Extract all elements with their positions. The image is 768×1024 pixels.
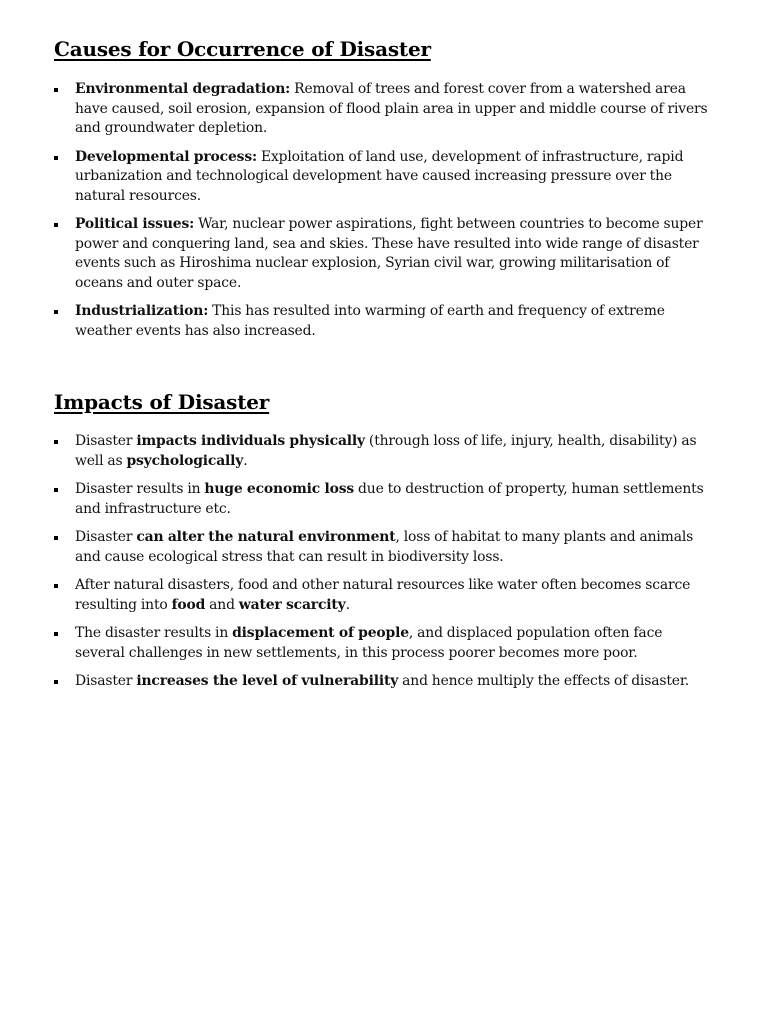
item-text: Removal of trees and forest cover from a watershed area have caused, soil erosion, expansion of flood plain area in upper and middle course of rivers and groundwater depletion. xyxy=(75,81,708,137)
item-text: . xyxy=(345,596,350,613)
item-text: War, nuclear power aspirations, fight between countries to become super power and conquering land, sea and skies. These have resulted into wide range of disaster events such as Hiroshima nuclear explosion, Syrian civil war, growing militarisation of oceans and outer space. xyxy=(75,216,703,291)
item-text: Disaster xyxy=(75,528,137,545)
item-text: Exploitation of land use, development of infrastructure, rapid urbanization and technological development have caused increasing pressure over the natural resources. xyxy=(75,148,684,204)
section-heading-impacts: Impacts of Disaster xyxy=(54,390,270,414)
bullet-marker xyxy=(54,680,58,684)
list-item xyxy=(54,432,714,471)
item-text: This has resulted into warming of earth and frequency of extreme weather events has also increased. xyxy=(75,303,665,339)
item-text: , loss of habitat to many plants and animals and cause ecological stress that can result in biodiversity loss. xyxy=(75,528,694,565)
bullet-marker xyxy=(54,223,58,227)
bullet-marker xyxy=(54,310,58,314)
bullet-marker xyxy=(54,536,58,540)
item-text: After natural disasters, food and other natural resources like water often becomes scarce resulting into xyxy=(75,576,691,613)
list-item xyxy=(54,672,714,692)
emphasis-text: water scarcity xyxy=(238,596,346,613)
item-text: and xyxy=(205,596,239,613)
term-label: Industrialization: xyxy=(75,303,209,320)
emphasis-text: food xyxy=(171,596,206,613)
bullet-marker xyxy=(54,632,58,636)
bullet-marker xyxy=(54,488,58,492)
list-item xyxy=(54,215,714,293)
list-item xyxy=(54,480,714,519)
term-label: Environmental degradation: xyxy=(75,81,291,97)
list-item xyxy=(54,576,714,615)
bullet-marker xyxy=(54,156,58,160)
item-text: Disaster xyxy=(75,433,137,449)
list-item xyxy=(54,80,714,139)
item-text: Disaster xyxy=(75,672,137,689)
emphasis-text: huge economic loss xyxy=(204,480,355,497)
bullet-marker xyxy=(54,584,58,588)
section-heading-causes: Causes for Occurrence of Disaster xyxy=(54,37,431,61)
item-text: (through loss of life, injury, health, disability) as well as xyxy=(75,433,697,469)
list-item xyxy=(54,302,714,341)
term-label: Developmental process: xyxy=(75,148,257,165)
item-text: due to destruction of property, human settlements and infrastructure etc. xyxy=(75,480,704,517)
bullet-marker xyxy=(54,88,58,92)
item-text: The disaster results in xyxy=(75,624,233,641)
emphasis-text: psychologically xyxy=(126,452,244,469)
item-text: . xyxy=(243,452,248,469)
term-label: Political issues: xyxy=(75,216,195,233)
bullet-marker xyxy=(54,440,58,444)
emphasis-text: impacts individuals physically xyxy=(136,433,365,449)
emphasis-text: increases the level of vulnerability xyxy=(136,672,399,689)
list-item xyxy=(54,148,714,207)
emphasis-text: can alter the natural environment xyxy=(136,528,396,545)
item-text: , and displaced population often face several challenges in new settlements, in this process poorer becomes more poor. xyxy=(75,624,663,661)
item-text: and hence multiply the effects of disaster. xyxy=(398,672,690,689)
list-item xyxy=(54,528,714,567)
list-item xyxy=(54,624,714,663)
causes-list xyxy=(54,80,714,350)
impacts-list xyxy=(54,432,714,700)
emphasis-text: displacement of people xyxy=(232,624,409,641)
item-text: Disaster results in xyxy=(75,480,205,497)
